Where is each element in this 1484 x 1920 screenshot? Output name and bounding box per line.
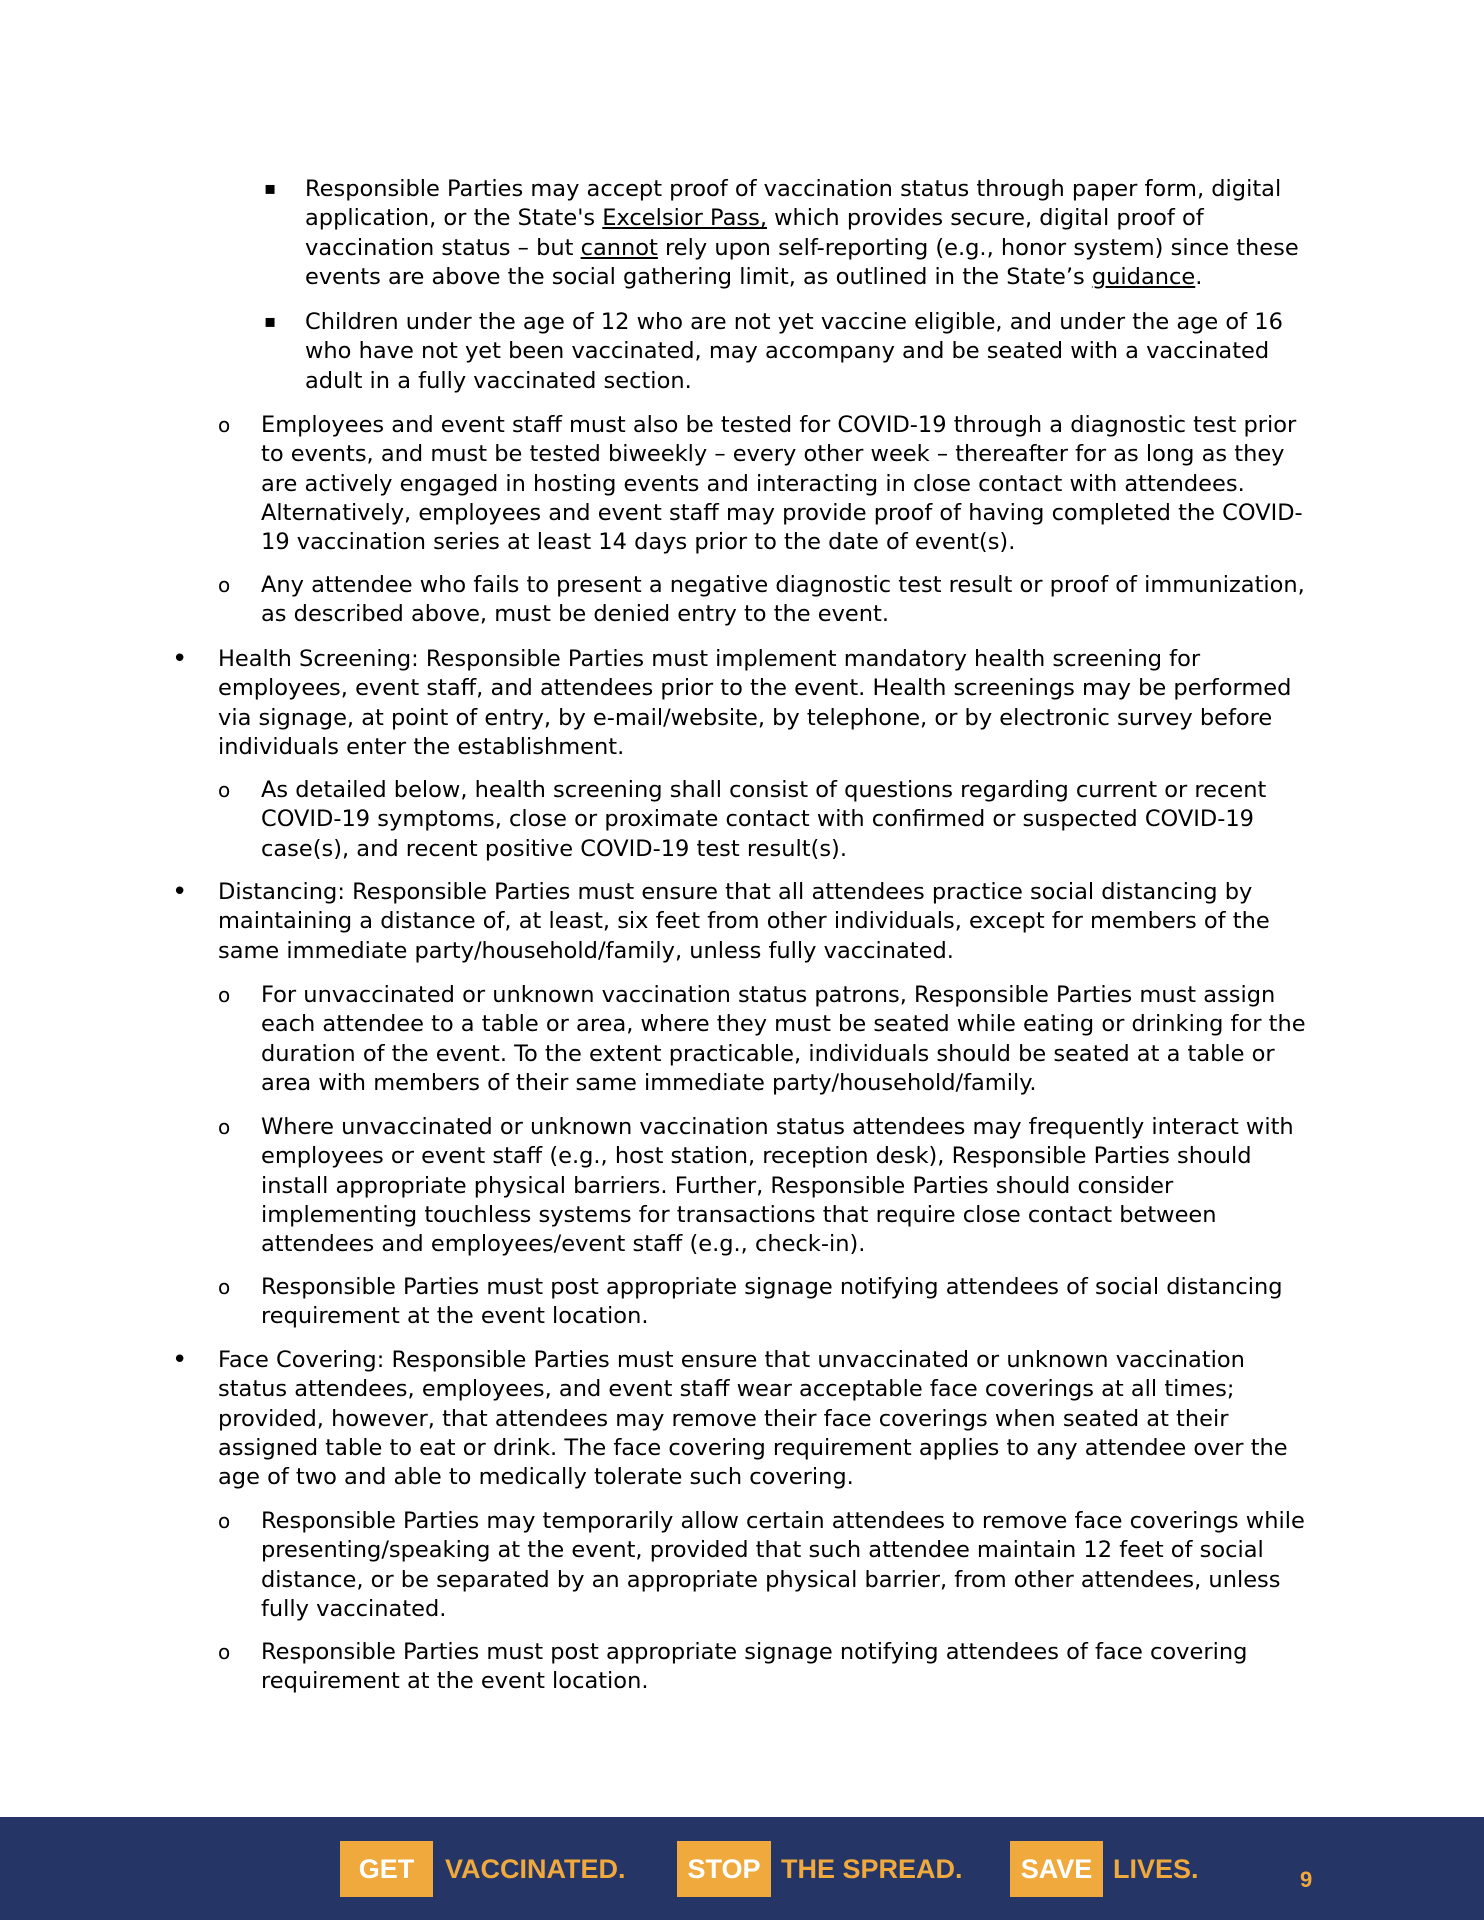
footer-badge-stop: STOP xyxy=(677,1841,771,1897)
paragraph-text: Responsible Parties may accept proof of vaccination status through paper form, digital application, or the State's xyxy=(305,176,1282,232)
circle-bullet-icon: o xyxy=(218,778,231,802)
circle-bullet-icon: o xyxy=(218,1115,231,1139)
paragraph-text: . xyxy=(1195,263,1203,290)
guidance-link[interactable]: guidance xyxy=(1091,263,1196,290)
footer-badge-save: SAVE xyxy=(1010,1841,1103,1897)
list-item xyxy=(218,411,1311,557)
list-item xyxy=(172,877,1318,966)
circle-bullet-icon: o xyxy=(218,1640,231,1664)
paragraph-text: Face Covering: Responsible Parties must ensure that unvaccinated or unknown vaccination status attendees, employees, and event staff wear acceptable face coverings at all times; provided, however, that attendees may remove their face coverings when seated at their assigned table to eat or drink. The face covering requirement applies to any attendee over the age of two and able to medically tolerate such covering. xyxy=(218,1347,1288,1491)
list-item xyxy=(172,644,1318,762)
paragraph-text: Distancing: Responsible Parties must ensure that all attendees practice social distancing by maintaining a distance of, at least, six feet from other individuals, except for members of the same immediate party/household/family, unless fully vaccinated. xyxy=(218,879,1270,964)
footer-badge-get: GET xyxy=(340,1841,433,1897)
list-item xyxy=(218,981,1311,1098)
excelsior-pass-link[interactable]: Excelsior Pass, xyxy=(602,205,767,232)
paragraph-text: rely upon self-reporting (e.g., honor system) since these events are above the social gathering limit, as outlined in the State’s xyxy=(305,234,1299,290)
circle-bullet-icon: o xyxy=(218,573,231,597)
square-bullet-icon: ▪ xyxy=(264,311,277,332)
list-item xyxy=(218,1638,1311,1697)
paragraph-text: which provides secure, digital proof of vaccination status – but xyxy=(305,205,1204,261)
paragraph-text: Responsible Parties may temporarily allow certain attendees to remove face coverings while presenting/speaking at the event, provided that such attendee maintain 12 feet of social distance, or be separated by an appropriate physical barrier, from other attendees, unless fully vaccinated. xyxy=(261,1508,1305,1622)
circle-bullet-icon: o xyxy=(218,1509,231,1533)
paragraph-text: Employees and event staff must also be tested for COVID-19 through a diagnostic test prior to events, and must be tested biweekly – every other week – thereafter for as long as they are actively engaged in hosting events and interacting in close contact with attendees. Alternatively, employees and event staff may provide proof of having completed the COVID-19 vaccination series at least 14 days prior to the date of event(s). xyxy=(261,412,1303,556)
paragraph-text: As detailed below, health screening shall consist of questions regarding current or recent COVID-19 symptoms, close or proximate contact with confirmed or suspected COVID-19 case(s), and recent positive COVID-19 test result(s). xyxy=(261,777,1267,862)
emphasis-text: cannot xyxy=(580,234,658,261)
list-item xyxy=(218,776,1311,864)
paragraph-text: Where unvaccinated or unknown vaccination status attendees may frequently interact with employees or event staff (e.g., host station, reception desk), Responsible Parties should install appropriate physical barriers. Further, Responsible Parties should consider implementing touchless systems for transactions that require close contact between attendees and employees/event staff (e.g., check-in). xyxy=(261,1114,1294,1258)
paragraph-text: Children under the age of 12 who are not yet vaccine eligible, and under the age of 16 who have not yet been vaccinated, may accompany and be seated with a vaccinated adult in a fully vaccinated section. xyxy=(305,309,1283,394)
circle-bullet-icon: o xyxy=(218,413,231,437)
paragraph-text: Responsible Parties must post appropriate signage notifying attendees of face covering requirement at the event location. xyxy=(261,1639,1248,1695)
footer-tagline-vaccinated: VACCINATED. xyxy=(445,1854,626,1884)
bullet-icon: • xyxy=(172,644,188,674)
list-item xyxy=(218,1507,1311,1624)
bullet-icon: • xyxy=(172,1345,188,1375)
list-item xyxy=(218,571,1311,630)
bullet-icon: • xyxy=(172,877,188,907)
list-item xyxy=(218,1113,1311,1259)
paragraph-text: Health Screening: Responsible Parties must implement mandatory health screening for employees, event staff, and attendees prior to the event. Health screenings may be performed via signage, at point of entry, by e-mail/website, by telephone, or by electronic survey before individuals enter the establishment. xyxy=(218,646,1292,760)
paragraph-text: For unvaccinated or unknown vaccination status patrons, Responsible Parties must assign each attendee to a table or area, where they must be seated while eating or drinking for the duration of the event. To the extent practicable, individuals should be seated at a table or area with members of their same immediate party/household/family. xyxy=(261,982,1306,1096)
circle-bullet-icon: o xyxy=(218,1275,231,1299)
list-item xyxy=(218,1273,1311,1332)
square-bullet-icon: ▪ xyxy=(264,178,277,199)
footer-tagline-lives: LIVES. xyxy=(1113,1854,1199,1884)
paragraph-text: Any attendee who fails to present a negative diagnostic test result or proof of immunization, as described above, must be denied entry to the event. xyxy=(261,572,1305,628)
paragraph-text: Responsible Parties must post appropriate signage notifying attendees of social distancing requirement at the event location. xyxy=(261,1274,1283,1330)
list-item xyxy=(264,308,1305,396)
list-item xyxy=(264,175,1305,292)
footer-tagline-spread: THE SPREAD. xyxy=(781,1854,963,1884)
page-number: 9 xyxy=(1300,1867,1313,1892)
list-item xyxy=(172,1345,1318,1492)
circle-bullet-icon: o xyxy=(218,983,231,1007)
